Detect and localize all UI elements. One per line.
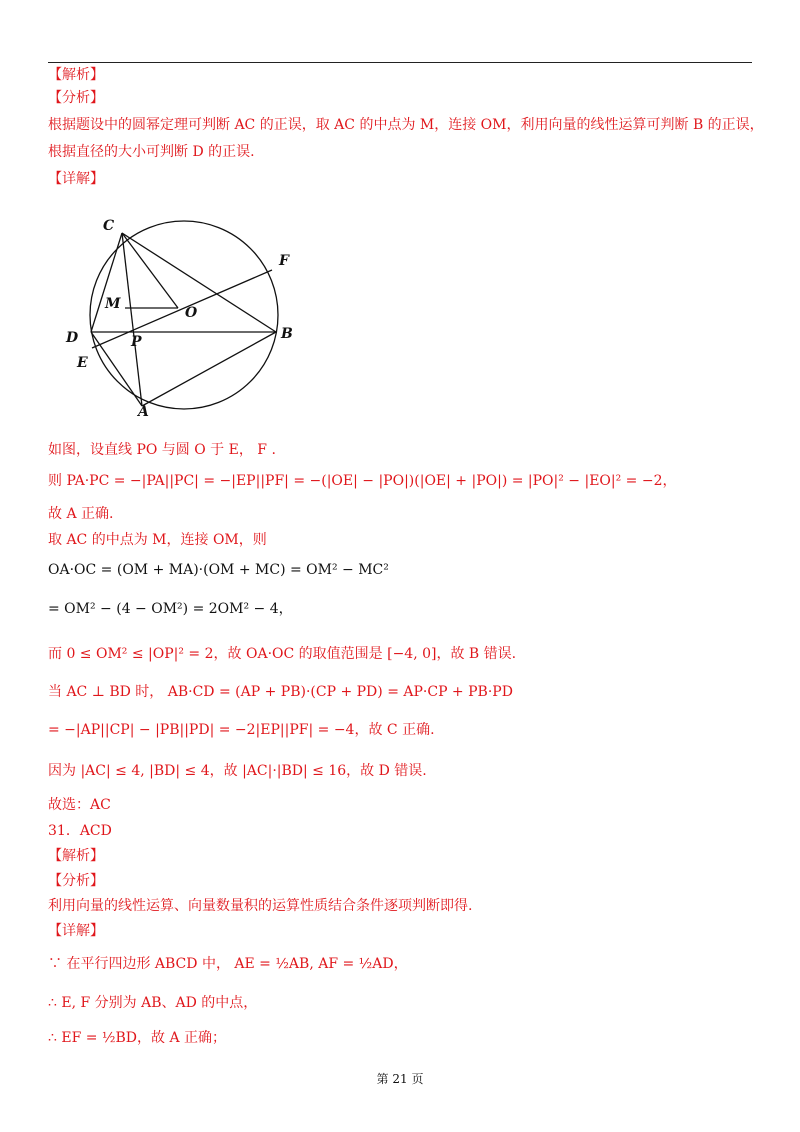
detail-line-1: ∵ 在平行四边形 ABCD 中， AE = ½AB, AF = ½AD， (48, 956, 408, 972)
solution-answer: 故选：AC (48, 797, 111, 813)
section-fenxi-2: 【分析】 (48, 873, 104, 889)
segment-CA (122, 233, 142, 406)
page-number: 第 21 页 (376, 1072, 424, 1086)
solution-line-8: 当 AC ⊥ BD 时， AB·CD = (AP + PB)·(CP + PD) = AP·CP + PB·PD (48, 684, 513, 700)
section-xiangjie: 【详解】 (48, 171, 104, 187)
question-31-answer: 31．ACD (48, 823, 112, 839)
detail-line-3: ∴ EF = ½BD，故 A 正确； (48, 1030, 227, 1046)
label-M: M (105, 296, 121, 312)
solution-line-5: OA·OC = (OM + MA)·(OM + MC) = OM² − MC² (48, 562, 389, 578)
analysis-text-2: 根据直径的大小可判断 D 的正误. (48, 144, 255, 160)
section-jiexi-2: 【解析】 (48, 848, 104, 864)
label-C: C (103, 218, 115, 234)
solution-line-1: 如图，设直线 PO 与圆 O 于 E， F . (48, 442, 276, 458)
solution-line-7: 而 0 ≤ OM² ≤ |OP|² = 2，故 OA·OC 的取值范围是 [−4, 0]，故 B 错误. (48, 646, 517, 662)
solution-line-3: 故 A 正确. (48, 506, 114, 522)
circle-figure (55, 210, 315, 425)
solution-line-10: 因为 |AC| ≤ 4, |BD| ≤ 4，故 |AC|·|BD| ≤ 16，故 D 错误. (48, 763, 427, 779)
label-D: D (66, 330, 79, 346)
label-B: B (281, 326, 293, 342)
header-rule (48, 62, 752, 63)
solution-line-2: 则 PA·PC = −|PA||PC| = −|EP||PF| = −(|OE| − |PO|)(|OE| + |PO|) = |PO|² − |EO|² = −2， (48, 473, 677, 489)
segment-CB (122, 233, 276, 332)
label-E: E (77, 355, 88, 371)
segment-CO (122, 233, 178, 308)
analysis-text-3: 利用向量的线性运算、向量数量积的运算性质结合条件逐项判断即得. (48, 898, 473, 914)
label-F: F (279, 253, 289, 269)
section-fenxi: 【分析】 (48, 90, 104, 106)
solution-line-9: = −|AP||CP| − |PB||PD| = −2|EP||PF| = −4，故 C 正确. (48, 722, 435, 738)
label-P: P (131, 334, 142, 350)
solution-line-4: 取 AC 的中点为 M，连接 OM，则 (48, 532, 267, 548)
section-jiexi: 【解析】 (48, 67, 104, 83)
label-O: O (185, 305, 198, 321)
detail-line-2: ∴ E, F 分别为 AB、AD 的中点， (48, 995, 258, 1011)
segment-AB (142, 332, 276, 406)
label-A: A (138, 404, 149, 420)
section-xiangjie-2: 【详解】 (48, 923, 104, 939)
analysis-text-1: 根据题设中的圆幂定理可判断 AC 的正误，取 AC 的中点为 M，连接 OM，利用向量的线性运算可判断 B 的正误， (48, 117, 764, 133)
solution-line-6: = OM² − (4 − OM²) = 2OM² − 4， (48, 601, 293, 617)
